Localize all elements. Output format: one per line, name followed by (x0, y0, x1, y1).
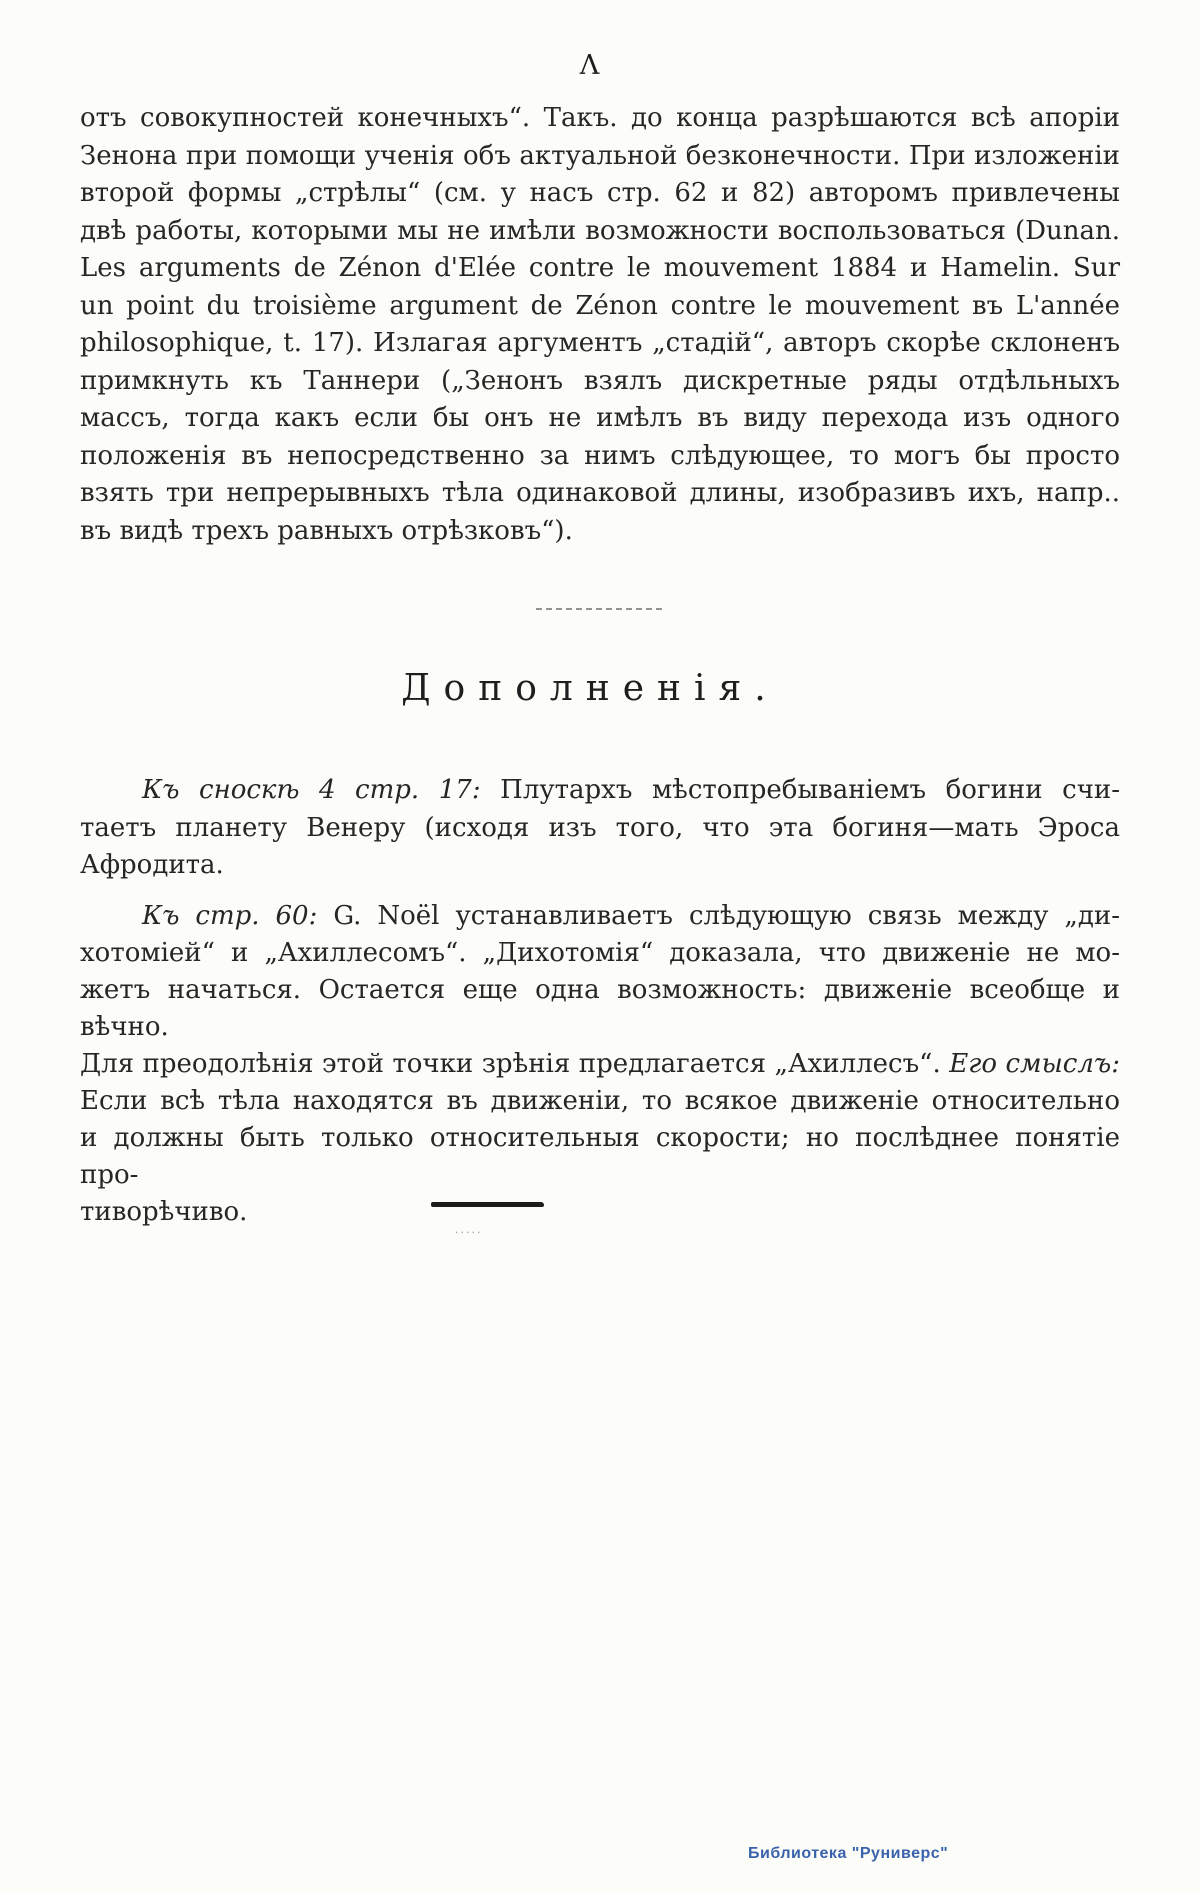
text-line (80, 513, 1120, 551)
text-segment: Плутархъ мѣстопребываніемъ богини счи- (480, 775, 1120, 805)
text-segment: Les arguments de Zénon d'Elée contre le mouvement 1884 и Hamelin. Sur (80, 253, 1120, 283)
additions-heading: Дополненія. (401, 668, 779, 709)
text-line (80, 213, 1120, 251)
text-line (80, 438, 1120, 476)
text-line (80, 475, 1120, 513)
text-line (80, 363, 1120, 401)
text-line (80, 1046, 1120, 1083)
text-segment: Зенона при помощи ученія объ актуальной безконечности. При изложеніи (80, 140, 1120, 171)
text-segment: взять три непрерывныхъ тѣла одинаковой длины, изобразивъ ихъ, напр.. (80, 478, 1120, 508)
text-segment: G. Noël устанавливаетъ слѣдующую связь между „ди- (317, 901, 1121, 931)
text-segment: примкнуть къ Таннери („Зенонъ взялъ дискретные ряды отдѣльныхъ (80, 365, 1120, 396)
main-paragraph (80, 100, 1120, 550)
addition-paragraph-2 (80, 898, 1120, 1231)
text-segment: un point du troisième argument de Zénon contre le mouvement въ L'année (80, 290, 1120, 321)
text-segment: хотоміей“ и „Ахиллесомъ“. „Дихотомія“ доказала, что движеніе не мо- (80, 938, 1120, 968)
text-line (80, 898, 1120, 935)
italic-text-segment: Его смыслъ: (949, 1049, 1120, 1079)
text-line (80, 175, 1120, 213)
text-line (80, 935, 1120, 972)
text-line (80, 100, 1120, 138)
text-line (80, 847, 1120, 885)
italic-text-segment: Къ стр. 60: (142, 901, 318, 931)
text-segment: двѣ работы, которыми мы не имѣли возможности воспользоваться (Dunan. (80, 215, 1120, 246)
text-line (80, 325, 1120, 363)
end-of-text-rule (431, 1202, 544, 1207)
italic-text-segment: Къ сноскѣ 4 стр. 17: (142, 775, 481, 805)
text-segment: жетъ начаться. Остается еще одна возможность: движеніе всеобще и вѣчно. (80, 975, 1120, 1042)
text-segment: въ видѣ трехъ равныхъ отрѣзковъ“). (80, 515, 573, 546)
text-line (80, 400, 1120, 438)
text-line (80, 1120, 1120, 1194)
text-segment: массъ, тогда какъ если бы онъ не имѣлъ въ виду перехода изъ одного (80, 403, 1120, 433)
text-line (80, 1083, 1120, 1120)
text-line (80, 138, 1120, 176)
text-line (80, 772, 1120, 810)
text-segment: положенія въ непосредственно за нимъ слѣдующее, то могъ бы просто (80, 440, 1120, 471)
text-segment: тиворѣчиво. (80, 1197, 248, 1227)
dashed-section-divider (536, 608, 662, 610)
text-line (80, 972, 1120, 1046)
text-segment: Для преодолѣнія этой точки зрѣнія предлагается „Ахиллесъ“. (80, 1049, 950, 1079)
text-segment: Если всѣ тѣла находятся въ движеніи, то всякое движеніе относительно (80, 1086, 1120, 1116)
text-segment: и должны быть только относительныя скорости; но послѣднее понятіе про- (80, 1123, 1120, 1190)
text-line (80, 250, 1120, 288)
end-rule-dots: ····· (455, 1226, 483, 1239)
text-line (80, 1194, 1120, 1231)
text-segment: второй формы „стрѣлы“ (см. у насъ стр. 62 и 82) авторомъ привлечены (80, 178, 1120, 208)
text-segment: отъ совокупностей конечныхъ“. Такъ. до конца разрѣшаются всѣ апоріи (80, 103, 1120, 133)
text-segment: таетъ планету Венеру (исходя изъ того, что эта богиня—мать Эроса (80, 812, 1120, 843)
library-watermark: Библиотека "Руниверс" (748, 1845, 949, 1862)
text-line (80, 288, 1120, 326)
addition-paragraph-1 (80, 772, 1120, 885)
text-line (80, 810, 1120, 848)
page-header-letter: Λ (579, 50, 601, 81)
text-segment: Афродита. (80, 850, 224, 880)
text-segment: philosophique, t. 17). Излагая аргументъ „стадій“, авторъ скорѣе склоненъ (80, 328, 1120, 358)
